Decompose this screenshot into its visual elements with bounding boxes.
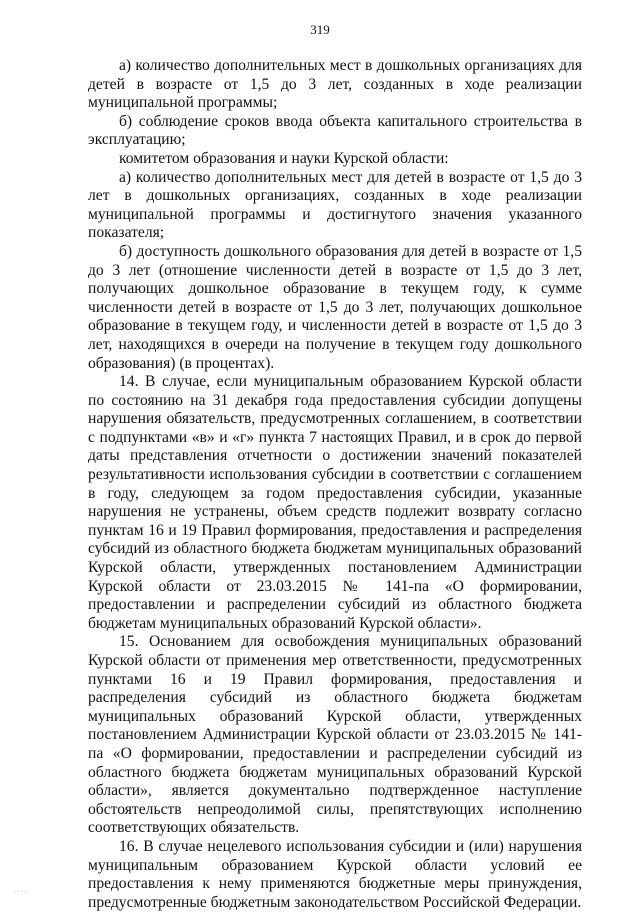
paragraph-clause-15: 15. Основанием для освобождения муниципальных образований Курской области от применения мер ответственности, предусмотренных пунктами 16 и 19 Правил формирования, предоставления и распределения субсидий из областного бюджета бюджетам муниципальных образований Курской области, утвержденных постановлением Администрации Курской области от 23.03.2015 № 141-па «О формировании, предоставлении и распределении субсидий из областного бюджета бюджетам муниципальных образований Курской области», является документально подтвержденное наступление обстоятельств непреодолимой силы, препятствующих исполнению соответствующих обязательств.: [88, 633, 582, 837]
paragraph-committee-heading: комитетом образования и науки Курской области:: [119, 149, 449, 167]
paragraph-clause-14: 14. В случае, если муниципальным образованием Курской области по состоянию на 31 декабря года предоставления субсидии допущены нарушения обязательств, предусмотренных соглашением, в соответствии с подпунктами «в» и «г» пункта 7 настоящих Правил, и в срок до первой даты представления отчетности о достижении значений показателей результативности использования субсидии в соответствии с соглашением в году, следующем за годом предоставления субсидии, указанные нарушения не устранены, объем средств подлежит возврату согласно пунктам 16 и 19 Правил формирования, предоставления и распределения субсидий из областного бюджета бюджетам муниципальных образований Курской области, утвержденных постановлением Администрации Курской области от 23.03.2015 № 141-па «О формировании, предоставлении и распределении субсидий из областного бюджета бюджетам муниципальных образований Курской области».: [88, 373, 582, 632]
scan-mark: · · · ·: [14, 889, 27, 895]
page-number: 319: [310, 22, 330, 37]
paragraph-item-b-deadlines: б) соблюдение сроков ввода объекта капитального строительства в эксплуатацию;: [88, 112, 582, 149]
paragraph-clause-16: 16. В случае нецелевого использования субсидии и (или) нарушения муниципальным образованием Курской области условий ее предоставления к нему применяются бюджетные меры принуждения, предусмотренные бюджетным законодательством Российской Федерации.: [88, 837, 582, 911]
paragraph-item-a-indicator: а) количество дополнительных мест для детей в возрасте от 1,5 до 3 лет в дошкольных организациях, созданных в ходе реализации муниципальной программы и достигнутого значения указанного показателя;: [88, 168, 582, 242]
paragraph-item-a-places: а) количество дополнительных мест в дошкольных организациях для детей в возрасте от 1,5 до 3 лет, созданных в ходе реализации муниципальной программы;: [88, 57, 582, 112]
body-text: [88, 57, 582, 912]
paragraph-item-b-accessibility: б) доступность дошкольного образования для детей в возрасте от 1,5 до 3 лет (отношение численности детей в возрасте от 1,5 до 3 лет, получающих дошкольное образование в текущем году, к сумме численности детей в возрасте от 1,5 до 3 лет, получающих дошкольное образование в текущем году, и численности детей в возрасте от 1,5 до 3 лет, находящихся в очереди на получение в текущем году дошкольного образования) (в процентах).: [88, 242, 582, 372]
